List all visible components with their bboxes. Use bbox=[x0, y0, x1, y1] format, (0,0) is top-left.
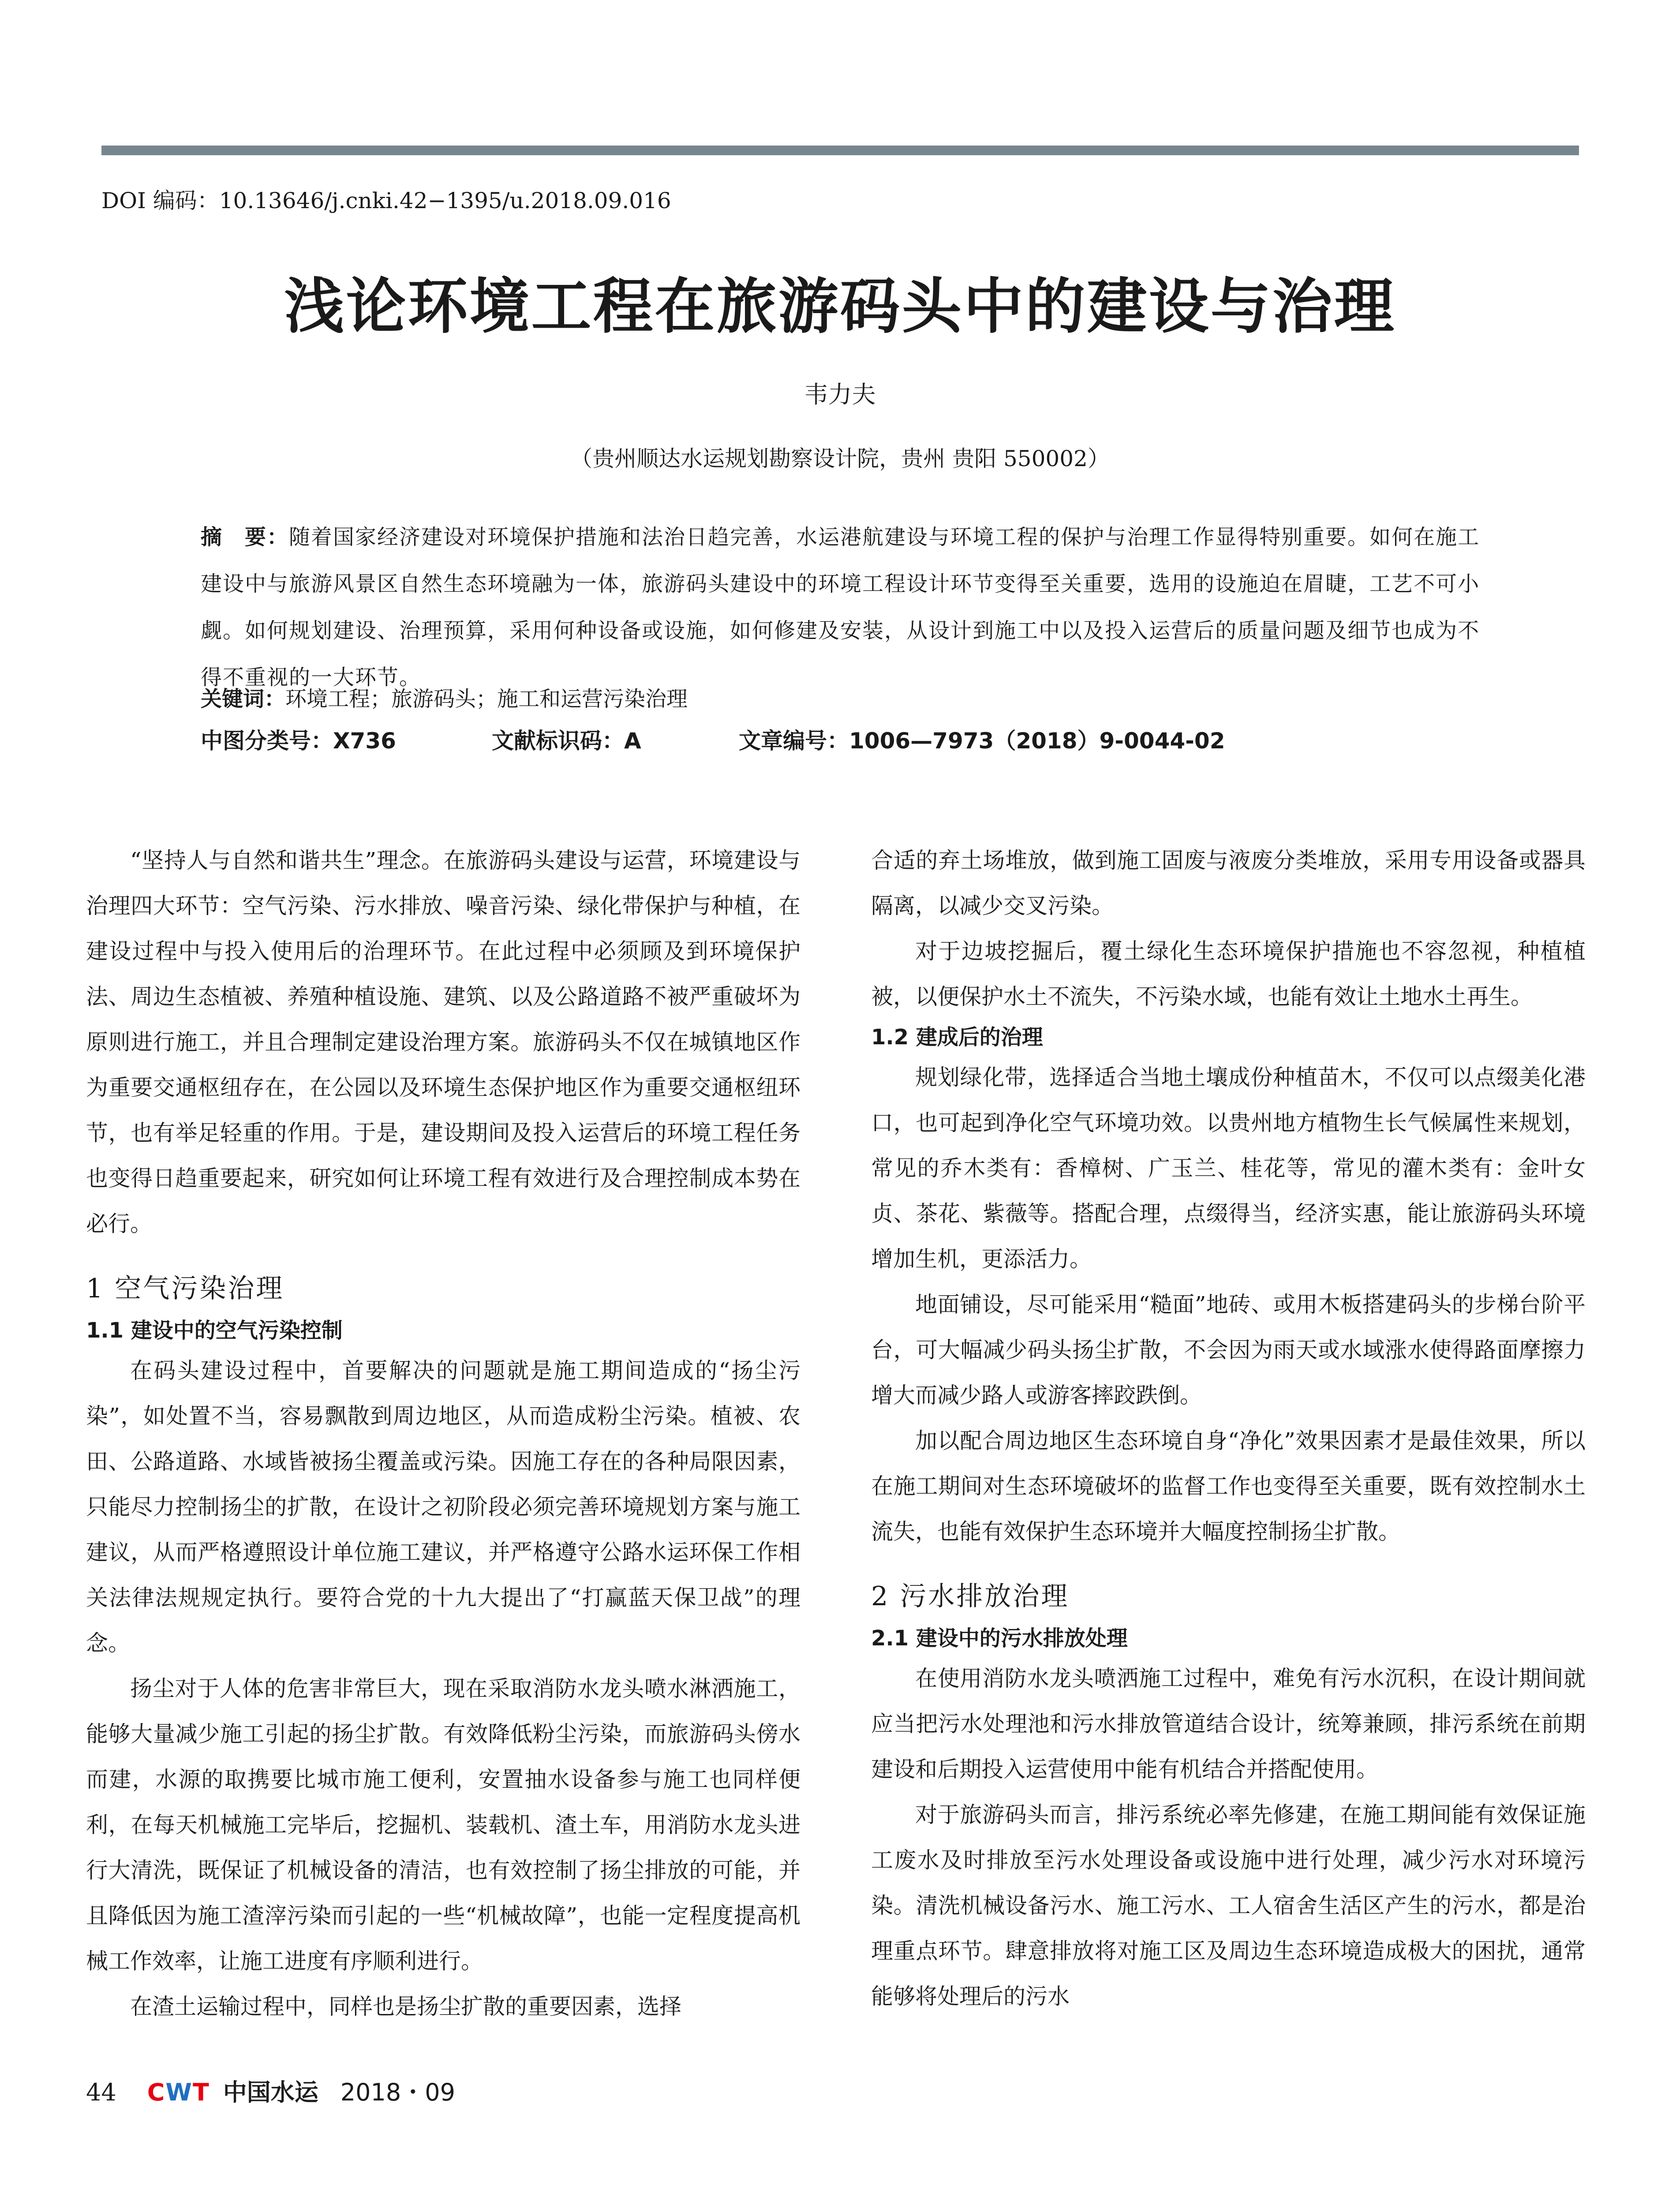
journal-logo bbox=[147, 2078, 210, 2106]
abstract bbox=[201, 514, 1486, 701]
section-heading: 2 污水排放治理 bbox=[871, 1581, 1070, 1612]
logo-letter-t: T bbox=[192, 2078, 210, 2106]
logo-letter-w: W bbox=[165, 2078, 193, 2106]
article-number: 文章编号：1006—7973（2018）9-0044-02 bbox=[739, 728, 1225, 754]
classification-line bbox=[201, 723, 1486, 759]
paragraph: 在渣土运输过程中，同样也是扬尘扩散的重要因素，选择 bbox=[130, 1994, 681, 2019]
issue-date: 2018・09 bbox=[340, 2078, 455, 2106]
paragraph: 地面铺设，尽可能采用“糙面”地砖、或用木板搭建码头的步梯台阶平台，可大幅减少码头扬尘扩散，不会因为雨天或水域涨水使得路面摩擦力增大而减少路人或游客摔跤跌倒。 bbox=[871, 1292, 1586, 1408]
left-column bbox=[86, 838, 801, 2029]
paragraph: 合适的弃土场堆放，做到施工固废与液废分类堆放，采用专用设备或器具隔离，以减少交叉污染。 bbox=[871, 848, 1586, 919]
document-code: 文献标识码：A bbox=[492, 728, 641, 754]
keywords-text: 环境工程；旅游码头；施工和运营污染治理 bbox=[285, 687, 688, 711]
keywords-label: 关键词： bbox=[201, 687, 286, 711]
clc-number: 中图分类号：X736 bbox=[201, 728, 396, 754]
author-affiliation: （贵州顺达水运规划勘察设计院，贵州 贵阳 550002） bbox=[570, 446, 1110, 471]
subsection-heading: 1.1 建设中的空气污染控制 bbox=[86, 1318, 343, 1343]
abstract-label: 摘 要： bbox=[201, 525, 289, 549]
logo-letter-c: C bbox=[147, 2078, 166, 2106]
article-title: 浅论环境工程在旅游码头中的建设与治理 bbox=[284, 271, 1396, 342]
page-footer bbox=[86, 2075, 455, 2110]
paragraph: 对于边坡挖掘后，覆土绿化生态环境保护措施也不容忽视，种植植被，以便保护水土不流失，不污染水域，也能有效让土地水土再生。 bbox=[871, 938, 1586, 1009]
journal-name: 中国水运 bbox=[223, 2078, 318, 2106]
subsection-heading: 1.2 建成后的治理 bbox=[871, 1025, 1043, 1050]
page-number: 44 bbox=[86, 2078, 116, 2106]
doi-line: DOI 编码：10.13646/j.cnki.42−1395/u.2018.09.016 bbox=[101, 188, 671, 213]
abstract-text: 随着国家经济建设对环境保护措施和法治日趋完善，水运港航建设与环境工程的保护与治理工作显得特别重要。如何在施工建设中与旅游风景区自然生态环境融为一体，旅游码头建设中的环境工程设计环节变得至关重要，选用的设施迫在眉睫，工艺不可小觑。如何规划建设、治理预算，采用何种设备或设施，如何修建及安装，从设计到施工中以及投入运营后的质量问题及细节也成为不得不重视的一大环节。 bbox=[201, 525, 1480, 690]
paragraph: 加以配合周边地区生态环境自身“净化”效果因素才是最佳效果，所以在施工期间对生态环境破坏的监督工作也变得至关重要，既有效控制水土流失，也能有效保护生态环境并大幅度控制扬尘扩散。 bbox=[871, 1428, 1586, 1544]
paragraph: 在使用消防水龙头喷洒施工过程中，难免有污水沉积，在设计期间就应当把污水处理池和污水排放管道结合设计，统筹兼顾，排污系统在前期建设和后期投入运营使用中能有机结合并搭配使用。 bbox=[871, 1666, 1586, 1782]
right-column bbox=[871, 838, 1586, 2019]
header-rule bbox=[101, 146, 1579, 155]
paragraph: 扬尘对于人体的危害非常巨大，现在采取消防水龙头喷水淋洒施工，能够大量减少施工引起的扬尘扩散。有效降低粉尘污染，而旅游码头傍水而建，水源的取携要比城市施工便利，安置抽水设备参与施工也同样便利，在每天机械施工完毕后，挖掘机、装载机、渣土车，用消防水龙头进行大清洗，既保证了机械设备的清洁，也有效控制了扬尘排放的可能，并且降低因为施工渣滓污染而引起的一些“机械故障”，也能一定程度提高机械工作效率，让施工进度有序顺利进行。 bbox=[86, 1676, 801, 1974]
paragraph: “坚持人与自然和谐共生”理念。在旅游码头建设与运营，环境建设与治理四大环节：空气污染、污水排放、噪音污染、绿化带保护与种植，在建设过程中与投入使用后的治理环节。在此过程中必须顾及到环境保护法、周边生态植被、养殖种植设施、建筑、以及公路道路不被严重破坏为原则进行施工，并且合理制定建设治理方案。旅游码头不仅在城镇地区作为重要交通枢纽存在，在公园以及环境生态保护地区作为重要交通枢纽环节，也有举足轻重的作用。于是，建设期间及投入运营后的环境工程任务也变得日趋重要起来，研究如何让环境工程有效进行及合理控制成本势在必行。 bbox=[86, 848, 801, 1237]
author-name: 韦力夫 bbox=[804, 381, 876, 408]
paragraph: 在码头建设过程中，首要解决的问题就是施工期间造成的“扬尘污染”，如处置不当，容易飘散到周边地区，从而造成粉尘污染。植被、农田、公路道路、水域皆被扬尘覆盖或污染。因施工存在的各种局限因素，只能尽力控制扬尘的扩散，在设计之初阶段必须完善环境规划方案与施工建议，从而严格遵照设计单位施工建议，并严格遵守公路水运环保工作相关法律法规规定执行。要符合党的十九大提出了“打赢蓝天保卫战”的理念。 bbox=[86, 1358, 801, 1656]
paragraph: 对于旅游码头而言，排污系统必率先修建，在施工期间能有效保证施工废水及时排放至污水处理设备或设施中进行处理，减少污水对环境污染。清洗机械设备污水、施工污水、工人宿舍生活区产生的污水，都是治理重点环节。肆意排放将对施工区及周边生态环境造成极大的困扰，通常能够将处理后的污水 bbox=[871, 1802, 1586, 2009]
paragraph: 规划绿化带，选择适合当地土壤成份种植苗木，不仅可以点缀美化港口，也可起到净化空气环境功效。以贵州地方植物生长气候属性来规划，常见的乔木类有：香樟树、广玉兰、桂花等，常见的灌木类有：金叶女贞、茶花、紫薇等。搭配合理，点缀得当，经济实惠，能让旅游码头环境增加生机，更添活力。 bbox=[871, 1065, 1586, 1272]
section-heading: 1 空气污染治理 bbox=[86, 1273, 284, 1304]
keywords bbox=[201, 681, 1486, 717]
subsection-heading: 2.1 建设中的污水排放处理 bbox=[871, 1626, 1128, 1651]
